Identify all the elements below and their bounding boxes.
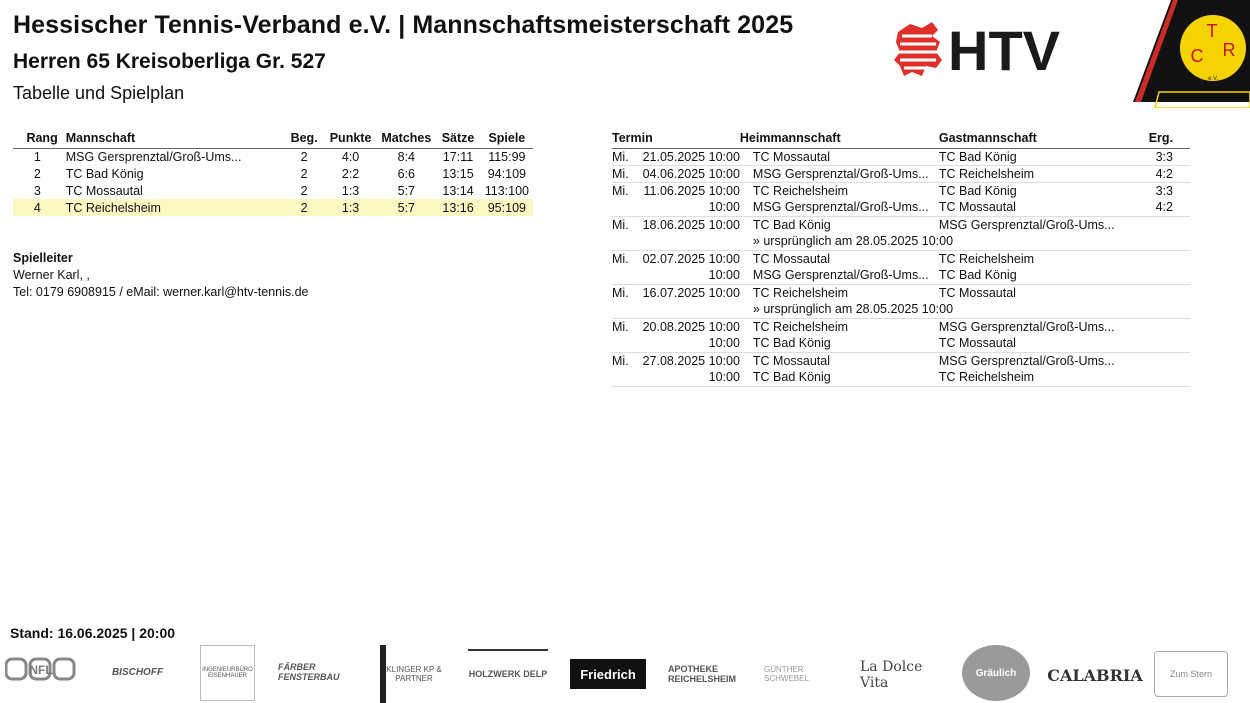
match-day: Mi. <box>612 352 632 369</box>
col-punkte: Punkte <box>324 129 377 148</box>
spiele: 115:99 <box>488 149 526 164</box>
schedule-table <box>612 129 1190 387</box>
guest-team: MSG Gersprenztal/Groß-Ums... <box>939 352 1149 369</box>
schedule-row <box>612 216 1190 233</box>
guest-team: MSG Gersprenztal/Groß-Ums... <box>939 216 1149 233</box>
schedule-row <box>612 318 1190 335</box>
home-team: TC Reichelsheim <box>740 182 939 199</box>
sponsor-logo-nfl <box>5 653 77 689</box>
htv-logo-text: HTV <box>948 20 1060 80</box>
standings-row <box>13 165 533 182</box>
sponsor-logo-schwebel: GÜNTHER SCHWEBEL <box>764 665 809 683</box>
stand-timestamp: Stand: 16.06.2025 | 20:00 <box>10 625 176 641</box>
guest-team: TC Mossautal <box>938 200 1016 215</box>
club-logo <box>1133 0 1250 108</box>
schedule-row <box>612 182 1190 199</box>
home-team: TC Mossautal <box>740 352 939 369</box>
match-day: Mi. <box>612 250 632 267</box>
beg: 2 <box>284 199 323 216</box>
guest-team: TC Bad König <box>938 268 1017 283</box>
match-date: 10:00 <box>708 268 740 283</box>
col-saetze: Sätze <box>435 129 480 148</box>
match-date: 18.06.2025 10:00 <box>632 216 740 233</box>
home-team: MSG Gersprenztal/Groß-Ums... <box>752 268 929 283</box>
saetze: 13:16 <box>435 199 480 216</box>
match-day <box>612 267 632 284</box>
match-date: 04.06.2025 10:00 <box>632 165 740 182</box>
match-date: 16.07.2025 10:00 <box>632 284 740 301</box>
home-team: TC Mossautal <box>740 250 939 267</box>
rang: 4 <box>13 199 62 216</box>
team-name: TC Bad König <box>65 166 144 181</box>
sponsor-logo-faerber: FÄRBER FENSTERBAU <box>278 662 340 682</box>
beg: 2 <box>300 183 308 198</box>
match-result: 4:2 <box>1155 200 1173 215</box>
match-day <box>612 369 632 386</box>
saetze: 13:14 <box>442 183 474 198</box>
sponsor-logo-calabria: CALABRIA <box>1047 665 1143 685</box>
spielleiter-contact[interactable]: Tel: 0179 6908915 / eMail: werner.karl@htv-tennis.de <box>13 285 309 299</box>
home-team: TC Bad König <box>740 216 939 233</box>
club-logo-letter-c: C <box>1190 46 1204 66</box>
sponsor-logo-dolce-vita: La Dolce Vita <box>860 659 923 691</box>
home-team: TC Mossautal <box>740 148 939 165</box>
sponsor-logo-bischoff: BISCHOFF <box>111 666 164 678</box>
punkte: 2:2 <box>341 166 360 181</box>
match-date: 10:00 <box>708 370 740 385</box>
home-team: TC Reichelsheim <box>740 284 939 301</box>
league-title: Herren 65 Kreisoberliga Gr. 527 <box>13 50 326 73</box>
match-day: Mi. <box>612 182 632 199</box>
beg: 2 <box>300 166 308 181</box>
sponsor-logo-eisenhauer: INGENIEURBÜRO EISENHAUER <box>200 645 255 701</box>
col-rang: Rang <box>13 129 62 148</box>
match-result <box>1149 216 1190 233</box>
spielleiter-name: Werner Karl, , <box>13 268 90 282</box>
sponsor-logo-apotheke: APOTHEKE REICHELSHEIM <box>668 664 737 684</box>
schedule-row <box>612 284 1190 301</box>
match-date: 02.07.2025 10:00 <box>632 250 740 267</box>
col-heim: Heimmannschaft <box>740 129 939 148</box>
match-date: 20.08.2025 10:00 <box>632 318 740 335</box>
schedule-row <box>612 250 1190 267</box>
match-day: Mi. <box>612 165 632 182</box>
col-termin: Termin <box>612 129 740 148</box>
guest-team: TC Bad König <box>939 182 1149 199</box>
guest-team: TC Bad König <box>939 148 1149 165</box>
saetze: 17:11 <box>442 149 474 164</box>
saetze: 13:15 <box>442 166 474 181</box>
guest-team: TC Reichelsheim <box>938 370 1035 385</box>
section-title: Tabelle und Spielplan <box>13 83 185 103</box>
guest-team: TC Reichelsheim <box>939 165 1149 182</box>
col-mannschaft: Mannschaft <box>62 129 285 148</box>
punkte: 1:3 <box>341 183 360 198</box>
sponsor-logo-graeulich: Gräulich <box>962 645 1030 701</box>
club-logo-letter-t: T <box>1206 21 1218 41</box>
club-logo-letter-r: R <box>1222 40 1236 60</box>
team-name: TC Reichelsheim <box>62 199 285 216</box>
home-team: MSG Gersprenztal/Groß-Ums... <box>752 200 929 215</box>
schedule-row <box>612 199 1190 216</box>
spielleiter-heading: Spielleiter <box>13 251 73 265</box>
home-team: TC Reichelsheim <box>740 318 939 335</box>
sponsor-bar <box>0 643 1250 703</box>
match-day <box>612 199 632 216</box>
match-date: 27.08.2025 10:00 <box>632 352 740 369</box>
sponsor-logo-holzwerk: HOLZWERK DELP <box>468 649 548 697</box>
sponsor-logo-kp: KLINGER KP & PARTNER <box>380 645 442 703</box>
match-day: Mi. <box>612 216 632 233</box>
sponsor-name: NFL <box>29 663 53 677</box>
punkte: 4:0 <box>341 149 360 164</box>
match-result <box>1149 369 1190 386</box>
standings-row-highlighted <box>13 199 533 216</box>
beg: 2 <box>300 149 308 164</box>
matches: 6:6 <box>397 166 416 181</box>
match-result <box>1149 352 1190 369</box>
spiele: 94:109 <box>487 166 526 181</box>
rang: 2 <box>33 166 41 181</box>
hessen-lion-icon <box>894 22 942 76</box>
match-result <box>1149 318 1190 335</box>
reschedule-note: » ursprünglich am 28.05.2025 10:00 <box>752 234 954 249</box>
schedule-header-row <box>612 129 1190 148</box>
home-team: TC Bad König <box>752 336 831 351</box>
spiele: 95:109 <box>481 199 533 216</box>
match-date: 21.05.2025 10:00 <box>632 148 740 165</box>
schedule-row <box>612 165 1190 182</box>
team-name: MSG Gersprenztal/Groß-Ums... <box>65 149 242 164</box>
match-result <box>1149 284 1190 301</box>
match-day <box>612 335 632 352</box>
guest-team: MSG Gersprenztal/Groß-Ums... <box>939 318 1149 335</box>
match-date: 10:00 <box>708 200 740 215</box>
schedule-note-row <box>612 301 1190 318</box>
sponsor-logo-zum-stern: Zum Stern <box>1154 651 1228 697</box>
home-team: MSG Gersprenztal/Groß-Ums... <box>740 165 939 182</box>
match-result <box>1149 335 1190 352</box>
punkte: 1:3 <box>324 199 377 216</box>
standings-row <box>13 182 533 199</box>
schedule-row <box>612 335 1190 352</box>
standings-header-row <box>13 129 533 148</box>
guest-team: TC Reichelsheim <box>939 250 1149 267</box>
match-date: 11.06.2025 10:00 <box>632 182 740 199</box>
page-title: Hessischer Tennis-Verband e.V. | Mannschaftsmeisterschaft 2025 <box>13 11 794 39</box>
schedule-note-row <box>612 233 1190 250</box>
match-day: Mi. <box>612 284 632 301</box>
schedule-row <box>612 369 1190 386</box>
matches: 5:7 <box>397 183 416 198</box>
col-erg: Erg. <box>1149 129 1190 148</box>
rang: 3 <box>33 183 41 198</box>
home-team: TC Bad König <box>752 370 831 385</box>
match-result <box>1149 267 1190 284</box>
matches: 5:7 <box>377 199 435 216</box>
schedule-row <box>612 352 1190 369</box>
guest-team: TC Mossautal <box>938 336 1016 351</box>
match-result: 3:3 <box>1149 182 1190 199</box>
reschedule-note: » ursprünglich am 28.05.2025 10:00 <box>752 302 954 317</box>
col-spiele: Spiele <box>481 129 533 148</box>
col-beg: Beg. <box>284 129 323 148</box>
col-matches: Matches <box>377 129 435 148</box>
schedule-row <box>612 267 1190 284</box>
col-gast: Gastmannschaft <box>939 129 1149 148</box>
htv-logo <box>892 20 1107 80</box>
guest-team: TC Mossautal <box>939 284 1149 301</box>
match-day: Mi. <box>612 318 632 335</box>
team-name: TC Mossautal <box>65 183 143 198</box>
sponsor-logo-friedrich: Friedrich <box>570 659 646 689</box>
schedule-row <box>612 148 1190 165</box>
rang: 1 <box>33 149 41 164</box>
match-date: 10:00 <box>708 336 740 351</box>
standings-row <box>13 148 533 165</box>
standings-table <box>13 129 533 216</box>
match-result: 3:3 <box>1149 148 1190 165</box>
match-result: 4:2 <box>1149 165 1190 182</box>
match-result <box>1149 250 1190 267</box>
spiele: 113:100 <box>484 183 529 198</box>
match-day: Mi. <box>612 148 632 165</box>
matches: 8:4 <box>397 149 416 164</box>
club-logo-sub: e.V. <box>1207 76 1219 82</box>
spielleiter-block <box>13 250 309 301</box>
